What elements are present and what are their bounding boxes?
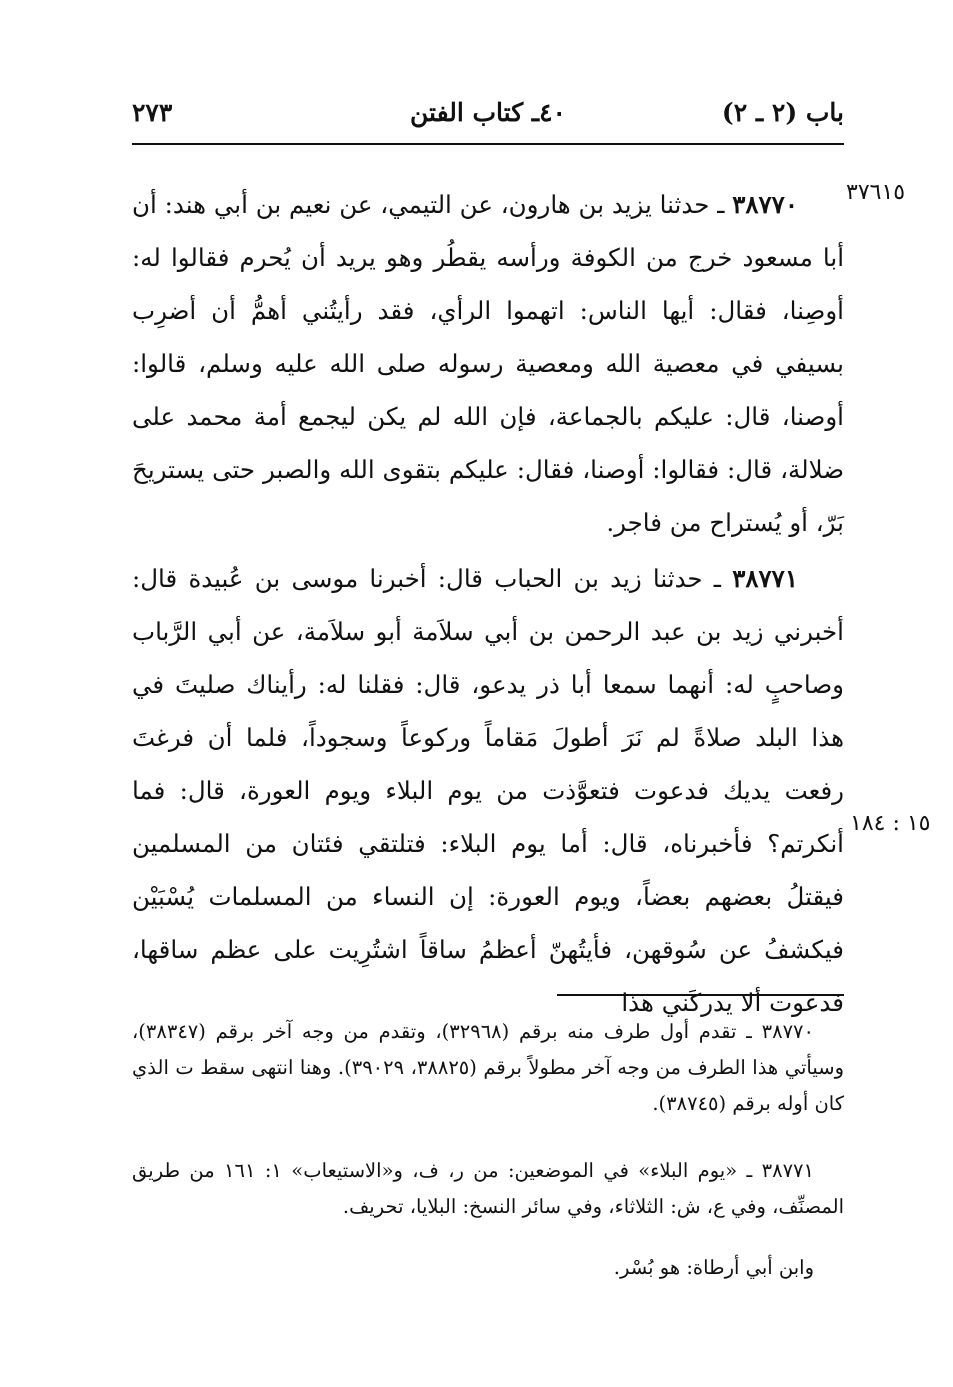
footnote-number-1: ٣٨٧٧٠ — [761, 1020, 815, 1043]
footnote-text-3: وابن أبي أرطاة: هو بُسْر. — [613, 1256, 814, 1279]
page-header — [132, 98, 844, 138]
margin-reference-1: ٣٧٦١٥ — [846, 180, 906, 205]
footnote-number-2: ٣٨٧٧١ — [761, 1159, 814, 1182]
footnote-divider — [557, 994, 844, 996]
book-title: ٤٠ـ كتاب الفتن — [410, 98, 566, 127]
hadith-text-2: ـ حدثنا زيد بن الحباب قال: أخبرنا موسى بن عُبيدة قال: أخبرني زيد بن عبد الرحمن بن أبي سلاَمة أبو سلاَمة، عن أبي الرَّباب وصاحبٍ له: أنهما سمعا أبا ذر يدعو، قال: فقلنا له: رأيناك صليتَ في هذا البلد صلاةً لم نَرَ أطولَ مَقاماً وركوعاً وسجوداً، فلما أن فرغتَ رفعت يديك فدعوت فتعوَّذت من يوم البلاء ويوم العورة، قال: فما أنكرتم؟ فأخبرناه، قال: أما يوم البلاء: فتلتقي فئتان من المسلمين فيقتلُ بعضهم بعضاً، ويوم العورة: إن النساء من المسلمات يُسْبَيْن فيكشفُ عن سُوقهن، فأيتُهنّ أعظمُ ساقاً اشتُرِيت على عظم ساقها، فدعوت ألا يدركَني هذا — [132, 564, 844, 1017]
chapter-label: باب (٢ ـ ٢) — [721, 98, 844, 127]
margin-reference-2: ١٥ : ١٨٤ — [850, 811, 931, 836]
footnote-1 — [132, 1014, 844, 1122]
page-number: ٢٧٣ — [132, 98, 173, 127]
footnote-text-2: ـ «يوم البلاء» في الموضعين: من ر، ف، و«الاستيعاب» ١: ١٦١ من طريق المصنِّف، وفي ع، ش: الثلاثاء، وفي سائر النسخ: البلايا، تحريف. — [132, 1159, 844, 1218]
footnote-3 — [132, 1250, 844, 1286]
hadith-number-2: ٣٨٧٧١ — [732, 564, 798, 593]
footnote-2 — [132, 1153, 844, 1225]
hadith-paragraph-2 — [132, 552, 844, 1029]
hadith-number-1: ٣٨٧٧٠ — [732, 190, 798, 219]
hadith-paragraph-1 — [132, 178, 844, 549]
header-divider — [132, 143, 844, 145]
hadith-text-1: ـ حدثنا يزيد بن هارون، عن التيمي، عن نعيم بن أبي هند: أن أبا مسعود خرج من الكوفة ورأسه يقطُر وهو يريد أن يُحرم فقالوا له: أوصِنا، فقال: أيها الناس: اتهموا الرأي، فقد رأيتُني أهمُّ أن أضرِب بسيفي في معصية الله ومعصية رسوله صلى الله عليه وسلم، قالوا: أوصنا، قال: عليكم بالجماعة، فإن الله لم يكن ليجمع أمة محمد على ضلالة، قال: فقالوا: أوصنا، فقال: عليكم بتقوى الله والصبر حتى يستريحَ بَرّ، أو يُستراح من فاجر. — [132, 190, 844, 537]
footnote-text-1: ـ تقدم أول طرف منه برقم (٣٢٩٦٨)، وتقدم من وجه آخر برقم (٣٨٣٤٧)، وسيأتي هذا الطرف من وجه آخر مطولاً برقم (٣٨٨٢٥، ٣٩٠٢٩). وهنا انتهى سقط ت الذي كان أوله برقم (٣٨٧٤٥). — [132, 1020, 844, 1115]
